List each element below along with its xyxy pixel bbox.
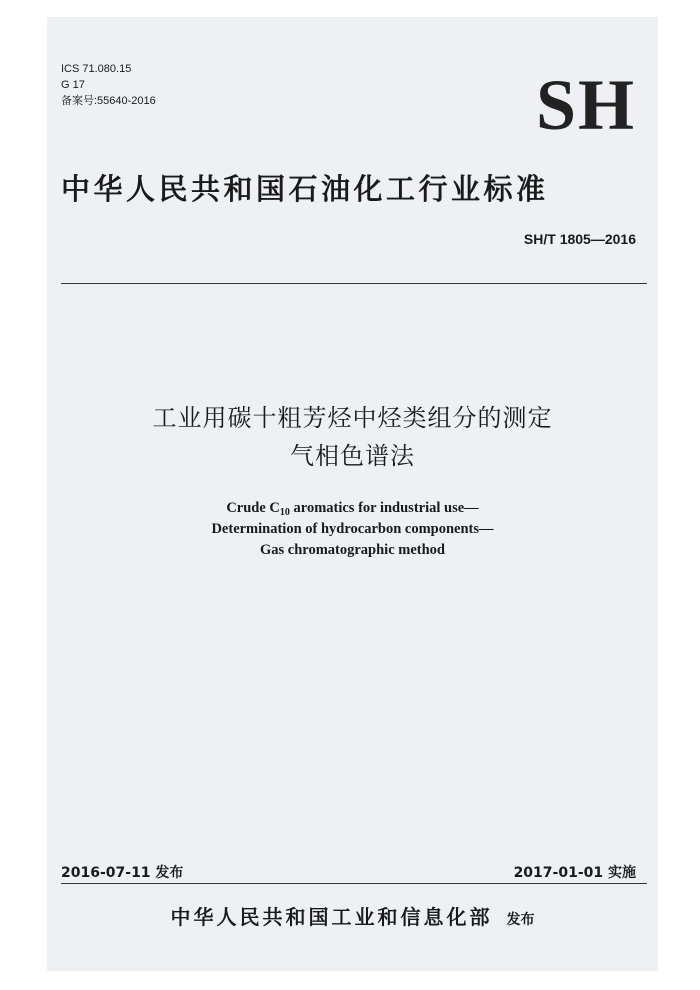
- sh-logo: SH: [535, 65, 636, 145]
- english-title-line-3: Gas chromatographic method: [259, 542, 445, 558]
- english-title-subscript: 10: [279, 507, 290, 518]
- publisher-organization: 中华人民共和国工业和信息化部: [170, 905, 493, 929]
- footer-divider: [61, 883, 647, 884]
- standard-code: SH/T 1805—2016: [523, 231, 636, 247]
- english-title: [47, 498, 658, 561]
- chinese-title: [47, 399, 658, 475]
- filing-number: 备案号:55640-2016: [61, 95, 156, 107]
- header-divider: [61, 283, 647, 284]
- english-title-line-1-suffix: aromatics for industrial use—: [289, 500, 479, 516]
- chinese-title-line-1: 工业用碳十粗芳烃中烃类组分的测定: [152, 404, 553, 432]
- chinese-title-line-2: 气相色谱法: [290, 442, 415, 470]
- publisher-line: [47, 901, 658, 930]
- standard-category-title: 中华人民共和国石油化工行业标准: [61, 172, 549, 206]
- english-title-line-2: Determination of hydrocarbon components—: [211, 521, 494, 537]
- publisher-action: 发布: [506, 912, 535, 928]
- implementation-date: 2017-01-01 实施: [513, 865, 636, 881]
- english-title-line-1: [47, 498, 658, 519]
- document-cover: [47, 17, 658, 971]
- ics-code: ICS 71.080.15: [61, 63, 132, 75]
- classification-block: [61, 61, 156, 109]
- english-title-line-1-prefix: Crude C: [226, 500, 280, 516]
- issue-date: 2016-07-11 发布: [61, 865, 184, 881]
- ccs-code: G 17: [61, 79, 85, 91]
